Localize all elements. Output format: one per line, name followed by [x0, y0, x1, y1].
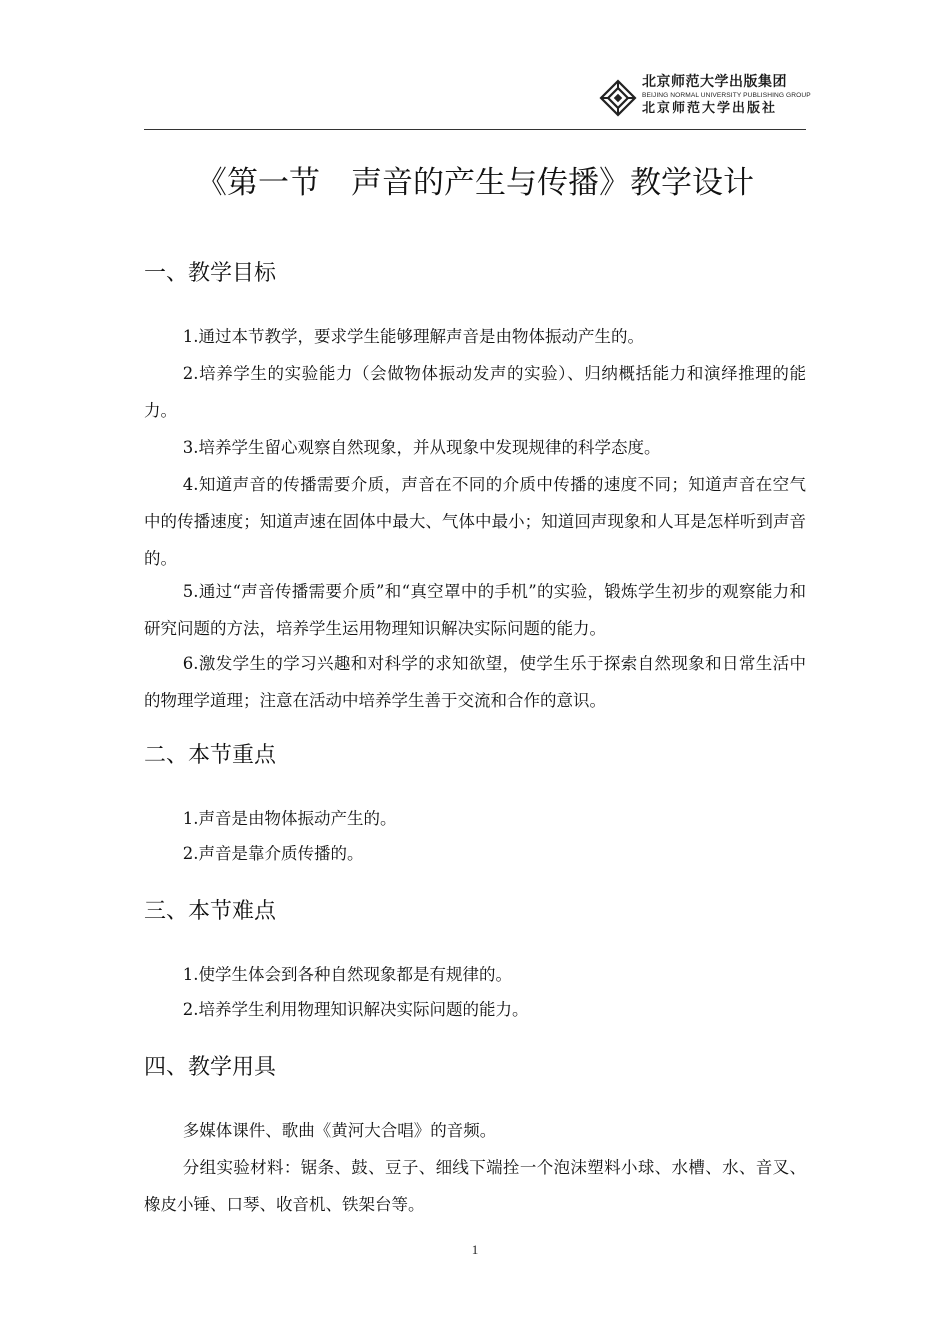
publisher-press-name: 北京师范大学出版社 [642, 101, 778, 116]
teaching-tools-paragraph-2: 分组实验材料：锯条、鼓、豆子、细线下端拴一个泡沫塑料小球、水槽、水、音叉、橡皮小锤、口琴、收音机、铁架台等。 [144, 1158, 806, 1214]
document-title: 《第一节 声音的产生与传播》教学设计 [196, 165, 754, 201]
difficulty-2: 2.培养学生利用物理知识解决实际问题的能力。 [182, 1000, 529, 1019]
section-heading-teaching-tools: 四、教学用具 [144, 1055, 277, 1080]
objective-paragraph-5: 5.通过“声音传播需要介质”和“真空罩中的手机”的实验，锻炼学生初步的观察能力和研究问题的方法，培养学生运用物理知识解决实际问题的能力。 [144, 582, 806, 638]
objective-paragraph-4: 4.知道声音的传播需要介质，声音在不同的介质中传播的速度不同；知道声音在空气中的传播速度；知道声速在固体中最大、气体中最小；知道回声现象和人耳是怎样听到声音的。 [144, 475, 806, 568]
section-heading-key-points: 二、本节重点 [144, 743, 277, 768]
objective-paragraph-6: 6.激发学生的学习兴趣和对科学的求知欲望，使学生乐于探索自然现象和日常生活中的物理学道理；注意在活动中培养学生善于交流和合作的意识。 [144, 654, 806, 710]
teaching-tools-paragraph-1: 多媒体课件、歌曲《黄河大合唱》的音频。 [182, 1121, 497, 1140]
key-point-2: 2.声音是靠介质传播的。 [182, 844, 364, 863]
publisher-group-english-name: BEIJING NORMAL UNIVERSITY PUBLISHING GROUP [642, 92, 811, 99]
difficulty-1: 1.使学生体会到各种自然现象都是有规律的。 [182, 965, 513, 984]
objective-paragraph-3: 3.培养学生留心观察自然现象，并从现象中发现规律的科学态度。 [182, 438, 661, 457]
header-divider [144, 129, 806, 130]
page-number: 1 [471, 1242, 479, 1257]
section-heading-objectives: 一、教学目标 [144, 261, 277, 286]
objective-paragraph-2: 2.培养学生的实验能力（会做物体振动发声的实验）、归纳概括能力和演绎推理的能力。 [144, 364, 806, 420]
publisher-logo-icon [598, 78, 638, 118]
section-heading-difficulties: 三、本节难点 [144, 899, 277, 924]
publisher-group-name: 北京师范大学出版集团 [642, 74, 787, 90]
publisher-logo [598, 74, 811, 124]
objective-paragraph-1: 1.通过本节教学，要求学生能够理解声音是由物体振动产生的。 [182, 327, 645, 346]
key-point-1: 1.声音是由物体振动产生的。 [182, 809, 397, 828]
